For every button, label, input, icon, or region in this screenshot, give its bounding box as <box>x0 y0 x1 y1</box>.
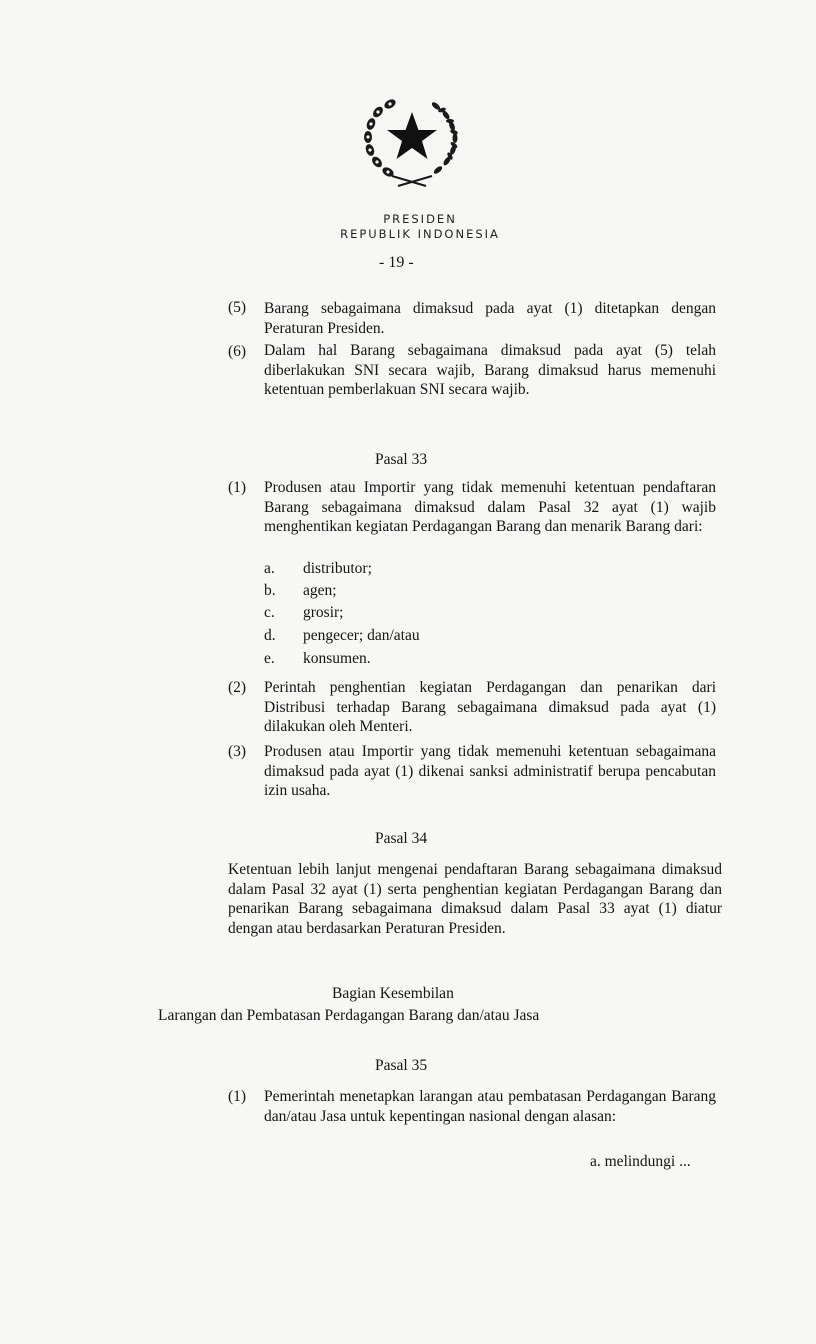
item-text: Barang sebagaimana dimaksud pada ayat (1) ditetapkan dengan Peraturan Presiden. <box>264 300 716 337</box>
item-number: (2) <box>228 679 247 696</box>
sublist-text: konsumen. <box>303 650 371 667</box>
item-text: Perintah penghentian kegiatan Perdagangan dan penarikan dari Distribusi terhadap Barang sebagaimana dimaksud pada ayat (1) dilakukan oleh Menteri. <box>264 679 716 735</box>
item-number: (1) <box>228 1088 247 1105</box>
header-title: PRESIDEN <box>383 212 457 226</box>
sublist-letter: d. <box>264 627 276 644</box>
item-text: Produsen atau Importir yang tidak memenuhi ketentuan sebagaimana dimaksud pada ayat (1) dikenai sanksi administratif berupa pencabutan izin usaha. <box>264 743 716 799</box>
item-number: (3) <box>228 743 247 760</box>
sublist-letter: c. <box>264 604 275 621</box>
sublist-text: grosir; <box>303 604 344 621</box>
sublist-text: pengecer; dan/atau <box>303 627 420 644</box>
section-subheading: Larangan dan Pembatasan Perdagangan Barang dan/atau Jasa <box>158 1007 540 1024</box>
item-text: Pemerintah menetapkan larangan atau pembatasan Perdagangan Barang dan/atau Jasa untuk kepentingan nasional dengan alasan: <box>264 1088 716 1125</box>
item-number: (1) <box>228 479 247 496</box>
item-text: Dalam hal Barang sebagaimana dimaksud pada ayat (5) telah diberlakukan SNI secara wajib, Barang dimaksud harus memenuhi ketentuan pemberlakuan SNI secara wajib. <box>264 342 716 398</box>
article-heading: Pasal 35 <box>375 1057 428 1074</box>
article-heading: Pasal 33 <box>375 451 428 468</box>
sublist-letter: e. <box>264 650 275 667</box>
garuda-star-emblem-icon <box>356 90 468 190</box>
item-number: (5) <box>228 299 247 316</box>
catchword: a. melindungi ... <box>590 1153 691 1170</box>
header-subtitle: REPUBLIK INDONESIA <box>340 227 500 241</box>
item-text: Produsen atau Importir yang tidak memenuhi ketentuan pendaftaran Barang sebagaimana dimaksud dalam Pasal 32 ayat (1) wajib menghentikan kegiatan Perdagangan Barang dan menarik Barang dari: <box>264 479 716 535</box>
section-heading: Bagian Kesembilan <box>332 985 454 1002</box>
sublist-text: agen; <box>303 582 337 599</box>
sublist-text: distributor; <box>303 560 372 577</box>
article-heading: Pasal 34 <box>375 830 428 847</box>
paragraph-text: Ketentuan lebih lanjut mengenai pendaftaran Barang sebagaimana dimaksud dalam Pasal 32 ayat (1) serta penghentian kegiatan Perdagangan Barang dan penarikan Barang sebagaimana dimaksud dalam Pasal 33 ayat (1) diatur dengan atau berdasarkan Peraturan Presiden. <box>228 861 722 937</box>
sublist-letter: a. <box>264 560 275 577</box>
page-number: - 19 - <box>379 254 414 271</box>
item-number: (6) <box>228 343 247 360</box>
sublist-letter: b. <box>264 582 276 599</box>
